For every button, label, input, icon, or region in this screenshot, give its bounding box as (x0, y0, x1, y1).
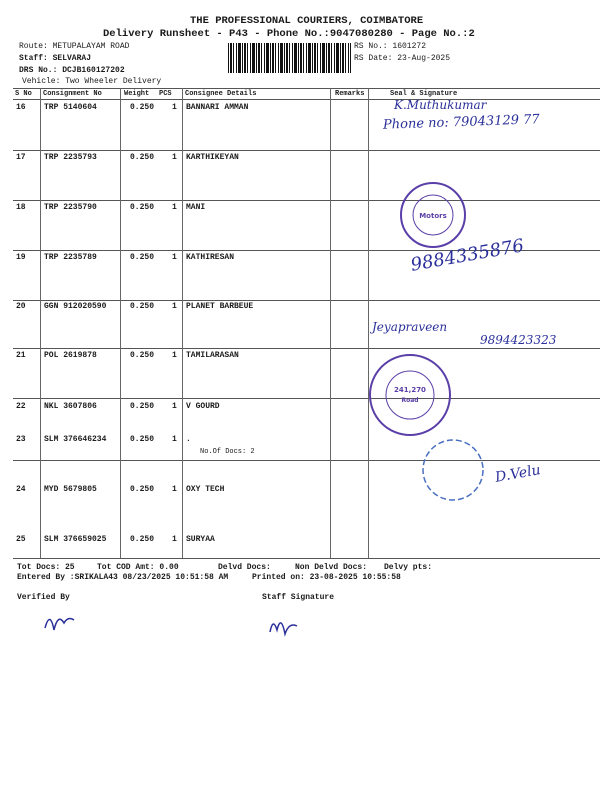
cell-pcs: 1 (172, 485, 177, 494)
row-divider (13, 150, 600, 151)
verified-by-label: Verified By (17, 593, 70, 602)
vehicle: Vehicle: Two Wheeler Delivery (22, 77, 162, 86)
column-divider (40, 88, 41, 558)
cell-weight: 0.250 (130, 153, 155, 162)
cell-weight: 0.250 (130, 435, 155, 444)
cell-pcs: 1 (172, 435, 177, 444)
runsheet-title: Delivery Runsheet - P43 - Phone No.:9047080280 - Page No.:2 (103, 28, 475, 40)
cell-consignment: SLM 376646234 (44, 435, 107, 444)
barcode (228, 43, 351, 73)
route: Route: METUPALAYAM ROAD (19, 42, 130, 51)
col-pcs: PCS (159, 90, 172, 98)
cell-sno: 20 (16, 302, 26, 311)
cell-sno: 21 (16, 351, 26, 360)
handwritten-name: K.Muthukumar (394, 98, 487, 112)
handwritten-signature: D.Velu (493, 462, 542, 486)
cell-sno: 25 (16, 535, 26, 544)
column-divider (330, 88, 331, 558)
col-consignment: Consignment No (43, 90, 102, 98)
company-stamp-2 (365, 350, 455, 440)
cell-consignment: SLM 376659025 (44, 535, 107, 544)
cell-weight: 0.250 (130, 402, 155, 411)
cell-note: No.Of Docs: 2 (200, 448, 255, 456)
cell-consignee: KATHIRESAN (186, 253, 235, 262)
cell-pcs: 1 (172, 402, 177, 411)
cell-weight: 0.250 (130, 351, 155, 360)
cell-consignee: OXY TECH (186, 485, 225, 494)
cell-consignment: GGN 912020590 (44, 302, 107, 311)
col-remarks: Remarks (335, 90, 365, 98)
cell-consignee: . (186, 435, 191, 444)
svg-text:241,270: 241,270 (394, 386, 426, 394)
column-divider (182, 88, 183, 558)
cell-pcs: 1 (172, 203, 177, 212)
entered-by: Entered By :SRIKALA43 08/23/2025 10:51:58 AM (17, 573, 229, 582)
column-divider (120, 88, 121, 558)
cell-pcs: 1 (172, 153, 177, 162)
verified-signature (40, 608, 80, 638)
cell-weight: 0.250 (130, 203, 155, 212)
cell-consignee: SURYAA (186, 535, 215, 544)
cell-weight: 0.250 (130, 302, 155, 311)
staff-signature (265, 612, 305, 642)
handwritten-name-2: Jeyapraveen (372, 320, 448, 334)
cell-pcs: 1 (172, 253, 177, 262)
delivered-docs: Delvd Docs: (218, 563, 271, 572)
row-divider (13, 300, 600, 301)
staff: Staff: SELVARAJ (19, 54, 92, 63)
col-sno: S No (15, 90, 32, 98)
cell-consignee: TAMILARASAN (186, 351, 239, 360)
cell-pcs: 1 (172, 351, 177, 360)
staff-signature-label: Staff Signature (262, 593, 335, 602)
cell-consignee: PLANET BARBEUE (186, 302, 254, 311)
cell-sno: 16 (16, 103, 26, 112)
divider (13, 88, 600, 89)
handwritten-phone: Phone no: 79043129 77 (382, 112, 540, 133)
svg-text:Road: Road (401, 397, 419, 404)
cell-pcs: 1 (172, 302, 177, 311)
cell-sno: 22 (16, 402, 26, 411)
cell-pcs: 1 (172, 535, 177, 544)
company-name: THE PROFESSIONAL COURIERS, COIMBATORE (190, 15, 424, 27)
cell-consignment: TRP 2235790 (44, 203, 97, 212)
cell-weight: 0.250 (130, 485, 155, 494)
row-divider (13, 398, 600, 399)
non-delivered-docs: Non Delvd Docs: (295, 563, 368, 572)
row-divider (13, 460, 600, 461)
cell-consignee: V GOURD (186, 402, 220, 411)
cell-weight: 0.250 (130, 103, 155, 112)
cell-consignee: KARTHIKEYAN (186, 153, 239, 162)
cell-consignment: NKL 3607806 (44, 402, 97, 411)
col-consignee: Consignee Details (185, 90, 257, 98)
handwritten-phone-3: 9894423323 (480, 333, 557, 347)
handwritten-phone-2: 9884335876 (409, 235, 526, 276)
cell-sno: 19 (16, 253, 26, 262)
cell-consignment: MYD 5679805 (44, 485, 97, 494)
cell-weight: 0.250 (130, 535, 155, 544)
cell-sno: 17 (16, 153, 26, 162)
row-divider (13, 99, 600, 100)
rs-number: RS No.: 1601272 (354, 42, 427, 51)
printed-on: Printed on: 23-08-2025 10:55:58 (252, 573, 401, 582)
col-seal: Seal & Signature (390, 90, 458, 98)
total-docs: Tot Docs: 25 (17, 563, 75, 572)
cell-sno: 23 (16, 435, 26, 444)
cell-sno: 18 (16, 203, 26, 212)
svg-text:Motors: Motors (419, 212, 447, 220)
cell-weight: 0.250 (130, 253, 155, 262)
rs-date: RS Date: 23-Aug-2025 (354, 54, 451, 63)
cell-consignment: TRP 2235789 (44, 253, 97, 262)
cell-consignment: TRP 5140604 (44, 103, 97, 112)
company-stamp-3 (415, 435, 495, 505)
delivery-points: Delvy pts: (384, 563, 433, 572)
column-divider (368, 88, 369, 558)
drs-number: DRS No.: DCJB160127202 (19, 66, 125, 75)
company-stamp-1 (398, 180, 468, 250)
cell-pcs: 1 (172, 103, 177, 112)
cell-sno: 24 (16, 485, 26, 494)
row-divider (13, 200, 600, 201)
row-divider (13, 558, 600, 559)
cell-consignment: TRP 2235793 (44, 153, 97, 162)
col-weight: Weight (124, 90, 150, 98)
cell-consignment: POL 2619878 (44, 351, 97, 360)
total-cod: Tot COD Amt: 0.00 (97, 563, 179, 572)
row-divider (13, 348, 600, 349)
cell-consignee: BANNARI AMMAN (186, 103, 249, 112)
cell-consignee: MANI (186, 203, 206, 212)
